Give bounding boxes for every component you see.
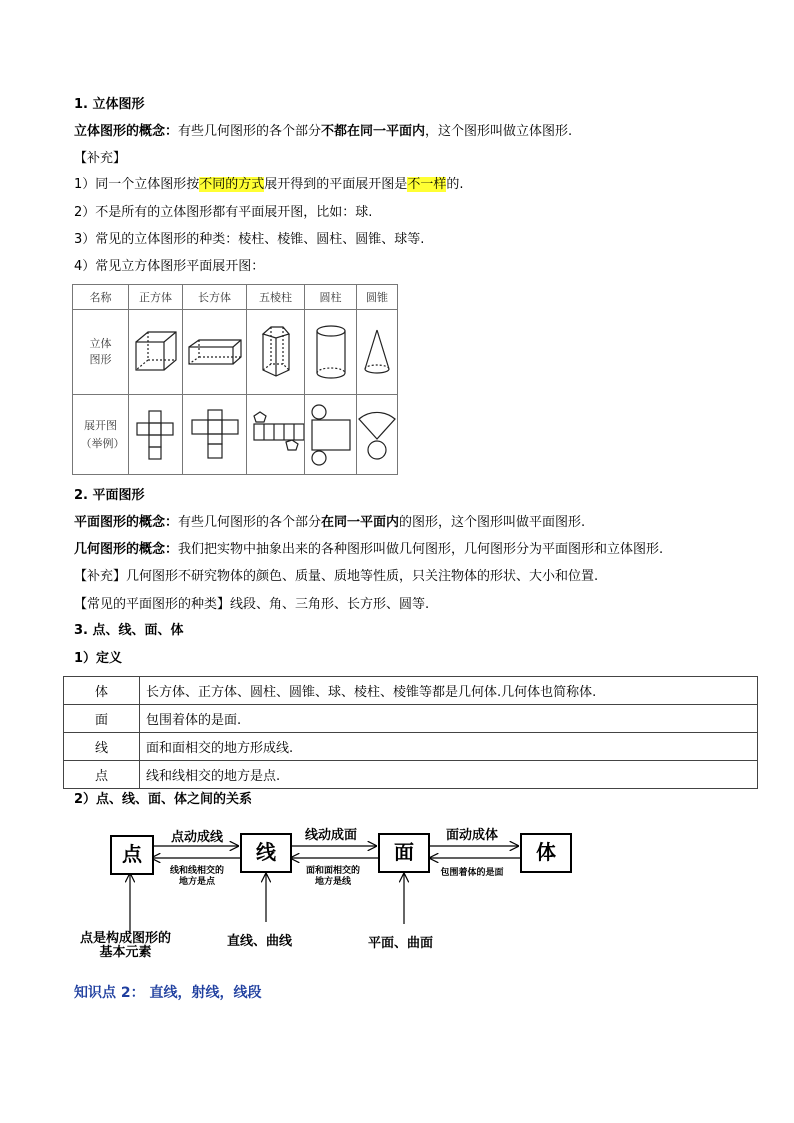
box-line: 线 — [240, 833, 292, 873]
bottom-label-lines: 直线、曲线 — [227, 934, 293, 949]
solid-concept: 立体图形的概念：有些几何图形的各个部分不都在同一平面内，这个图形叫做立体图形. — [74, 124, 573, 139]
cylinder-net-icon — [309, 403, 353, 467]
definition-subtitle: 1）定义 — [74, 651, 123, 666]
box-point: 点 — [110, 835, 154, 875]
small-label-point: 线和线相交的 地方是点 — [169, 866, 224, 887]
label-point-to-line: 点动成线 — [171, 830, 224, 845]
header-cube: 正方体 — [129, 285, 183, 310]
header-pentagonal-prism: 五棱柱 — [247, 285, 305, 310]
cuboid-icon — [186, 337, 244, 367]
plane-concept: 平面图形的概念：有些几何图形的各个部分在同一平面内的图形，这个图形叫做平面图形. — [74, 515, 586, 530]
header-cuboid: 长方体 — [183, 285, 247, 310]
small-label-surface: 包围着体的是面 — [440, 868, 504, 878]
cone-figure — [357, 310, 398, 395]
cylinder-net-figure — [305, 395, 357, 475]
cylinder-icon — [313, 323, 349, 381]
row-solid-label: 立体图形 — [73, 310, 129, 395]
cylinder-figure — [305, 310, 357, 395]
table-row: 面 包围着体的是面. — [64, 705, 758, 733]
header-cylinder: 圆柱 — [305, 285, 357, 310]
cone-net-icon — [357, 403, 397, 467]
relation-subtitle: 2）点、线、面、体之间的关系 — [74, 792, 253, 807]
cuboid-figure — [183, 310, 247, 395]
bottom-label-point: 点是构成图形的 基本元素 — [80, 931, 172, 960]
label-surface-to-solid: 面动成体 — [446, 828, 499, 843]
prism-net-figure — [247, 395, 305, 475]
section-1-title: 1. 立体图形 — [74, 97, 145, 112]
geometry-concept: 几何图形的概念：我们把实物中抽象出来的各种图形叫做几何图形，几何图形分为平面图形和立体图形. — [74, 542, 664, 557]
section-3-title: 3. 点、线、面、体 — [74, 623, 184, 638]
prism-net-icon — [248, 410, 304, 460]
supplement-label: 【补充】 — [74, 151, 127, 166]
definition-table — [63, 676, 758, 789]
section-2-supplement: 【补充】几何图形不研究物体的颜色、质量、质地等性质，只关注物体的形状、大小和位置. — [74, 569, 599, 584]
row-net-label: 展开图（举例） — [73, 395, 129, 475]
header-name: 名称 — [73, 285, 129, 310]
supplement-item-4: 4）常见立方体图形平面展开图： — [74, 259, 265, 274]
relation-diagram — [76, 818, 576, 978]
cuboid-net-figure — [183, 395, 247, 475]
pentagonal-prism-icon — [259, 324, 293, 380]
supplement-item-2: 2）不是所有的立体图形都有平面展开图，比如：球. — [74, 205, 373, 220]
small-label-line: 面和面相交的 地方是线 — [305, 866, 360, 887]
knowledge-point-2: 知识点 2： 直线，射线，线段 — [74, 985, 262, 1001]
supplement-item-1: 1）同一个立体图形按不同的方式展开得到的平面展开图是不一样的. — [74, 177, 464, 192]
table-row: 线 面和面相交的地方形成线. — [64, 733, 758, 761]
bottom-label-surfaces: 平面、曲面 — [368, 936, 434, 951]
solids-table — [72, 284, 398, 475]
table-row: 体 长方体、正方体、圆柱、圆锥、球、棱柱、棱锥等都是几何体.几何体也简称体. — [64, 677, 758, 705]
box-solid: 体 — [520, 833, 572, 873]
pentagonal-prism-figure — [247, 310, 305, 395]
common-plane-figures: 【常见的平面图形的种类】线段、角、三角形、长方形、圆等. — [74, 597, 430, 612]
cuboid-net-icon — [189, 408, 241, 462]
header-cone: 圆锥 — [357, 285, 398, 310]
cube-figure — [129, 310, 183, 395]
supplement-item-3: 3）常见的立体图形的种类：棱柱、棱锥、圆柱、圆锥、球等. — [74, 232, 425, 247]
cube-net-figure — [129, 395, 183, 475]
table-row: 点 线和线相交的地方是点. — [64, 761, 758, 789]
cone-icon — [362, 327, 392, 377]
section-2-title: 2. 平面图形 — [74, 488, 145, 503]
cone-net-figure — [357, 395, 398, 475]
cube-icon — [132, 328, 180, 376]
cube-net-icon — [134, 409, 178, 461]
box-surface: 面 — [378, 833, 430, 873]
label-line-to-surface: 线动成面 — [305, 828, 358, 843]
